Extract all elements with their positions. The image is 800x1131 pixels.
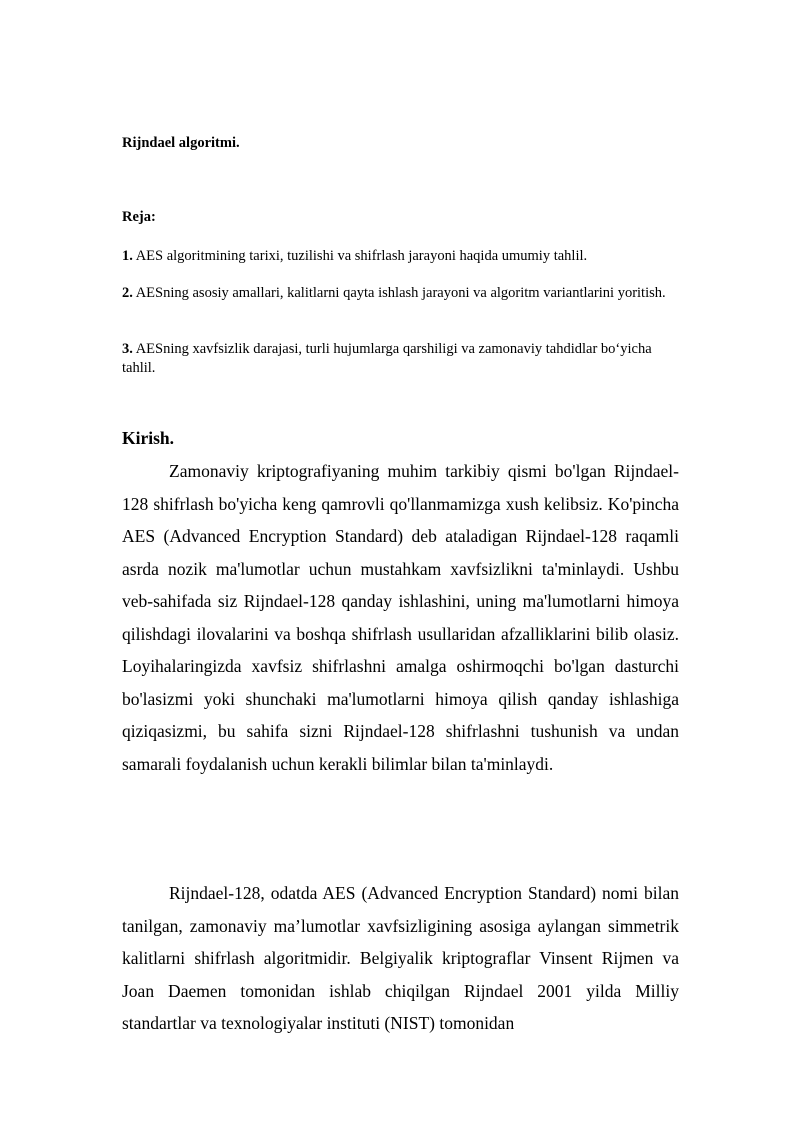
- plan-item-text: AES algoritmining tarixi, tuzilishi va shifrlash jarayoni haqida umumiy tahlil.: [132, 248, 588, 264]
- plan-item-number: 3.: [122, 341, 133, 357]
- intro-paragraph-1: Zamonaviy kriptografiyaning muhim tarkibiy qismi bo'lgan Rijndael-128 shifrlash bo'yicha keng qamrovli qo'llanmamizga xush kelibsiz. Ko'pincha AES (Advanced Encryption Standard) deb ataladigan Rijndael-128 raqamli asrda nozik ma'lumotlar uchun mustahkam xavfsizlikni ta'minlaydi. Ushbu veb-sahifada siz Rijndael-128 qanday ishlashini, uning ma'lumotlarni himoya qilishdagi ilovalarini va boshqa shifrlash usullaridan afzalliklarini bilib olasiz. Loyihalaringizda xavfsiz shifrlashni amalga oshirmoqchi bo'lgan dasturchi bo'lasizmi yoki shunchaki ma'lumotlarni himoya qilish qanday ishlashiga qiziqasizmi, bu sahifa sizni Rijndael-128 shifrlashni tushunish va undan samarali foydalanish uchun kerakli bilimlar bilan ta'minlaydi.: [122, 461, 679, 774]
- plan-item-2: [122, 284, 682, 303]
- intro-paragraph-2: Rijndael-128, odatda AES (Advanced Encryption Standard) nomi bilan tanilgan, zamonaviy ma’lumotlar xavfsizligining asosiga aylangan simmetrik kalitlarni shifrlash algoritmidir. Belgiyalik kriptograflar Vinsent Rijmen va Joan Daemen tomonidan ishlab chiqilgan Rijndael 2001 yilda Milliy standartlar va texnologiyalar instituti (NIST) tomonidan: [122, 883, 679, 1033]
- plan-heading: Reja:: [122, 209, 156, 225]
- document-title: Rijndael algoritmi.: [122, 135, 240, 151]
- plan-item-number: 2.: [122, 285, 133, 301]
- plan-item-text: AESning asosiy amallari, kalitlarni qayta ishlash jarayoni va algoritm variantlarini yoritish.: [132, 285, 666, 301]
- plan-item-1: [122, 247, 682, 266]
- plan-item-number: 1.: [122, 248, 133, 264]
- plan-item-3: [122, 340, 682, 378]
- intro-heading: Kirish.: [122, 428, 175, 448]
- plan-item-text: AESning xavfsizlik darajasi, turli hujumlarga qarshiligi va zamonaviy tahdidlar bo‘yicha tahlil.: [122, 341, 652, 376]
